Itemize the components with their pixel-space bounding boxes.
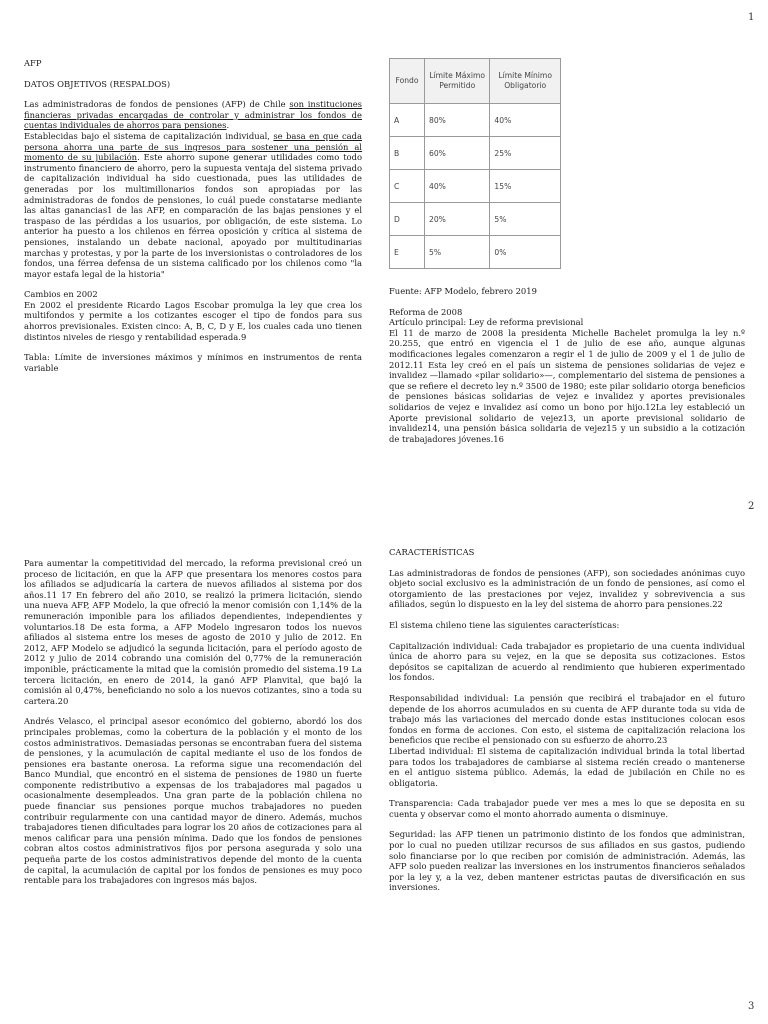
page-number-3: 3 [748, 1001, 755, 1012]
table-row [390, 137, 561, 170]
table-cell-fondo: D [390, 203, 425, 236]
paragraph-seguridad: Seguridad: las AFP tienen un patrimonio distinto de los fondos que administran, por lo cual no pueden utilizar recursos de sus afiliados en sus gastos, pudiendo solo financiarse por lo que reciben por comisión de administración. Además, las AFP solo pueden realizar las inversiones en los instrumentos financieros señalados por la ley y, a la vez, deben mantener estrictas pautas de diversificación en sus inversiones. [389, 829, 745, 893]
limits-table [389, 58, 561, 269]
paragraph-licitacion: Para aumentar la competitividad del mercado, la reforma previsional creó un proceso de licitación, en que la AFP que presentara los menores costos para los afiliados se adjudicaría la cartera de nuevos afiliados al sistema por dos años.11 17 En febrero del año 2010, se realizó la primera licitación, siendo una nueva AFP, AFP Modelo, la que ofreció la menor comisión con 1,14% de la remuneración imponible para los afiliados dependientes, independientes y voluntarios.18 De esta forma, a AFP Modelo ingresaron todos los nuevos afiliados al sistema entre los meses de agosto de 2010 y julio de 2012. En 2012, AFP Modelo se adjudicó la segunda licitación, para el período agosto de 2012 y julio de 2014 cobrando una comisión del 0,77% de la remuneración imponible, prácticamente la mitad que la comisión promedio del sistema.19 La tercera licitación, en enero de 2014, la ganó AFP Planvital, que bajó la comisión al 0,47%, beneficiando no solo a los nuevos cotizantes, sino a toda su cartera.20 [24, 558, 362, 706]
reforma-subheading: Artículo principal: Ley de reforma previsional [389, 317, 584, 328]
paragraph-reforma-2008: El 11 de marzo de 2008 la presidenta Michelle Bachelet promulga la ley n.º 20.255, que entró en vigencia el 1 de julio de ese año, aunque algunas modificaciones legales comenzaron a regir el 1 de julio de 2009 y el 1 de julio de 2012.11 Esta ley creó en el país un sistema de pensiones solidarias de vejez e invalidez —llamado «pilar solidario»—, complementario del sistema de pensiones a que se refiere el decreto ley n.º 3500 de 1980; este pilar solidario otorga beneficios de pensiones básicas solidarias de vejez e invalidez y aportes previsionales solidarios de vejez e invalidez así como un bono por hijo.12La ley estableció un Aporte previsional solidario de vejez13, un aporte previsional solidario de invalidez14, una pensión básica solidaria de vejez15 y un subsidio a la cotización de trabajadores jóvenes.16 [389, 327, 745, 444]
table-row [390, 203, 561, 236]
table-cell-min: 5% [490, 203, 561, 236]
table-header-row [390, 59, 561, 104]
table-cell-max: 80% [425, 104, 490, 137]
header-limite-minimo: Límite Mínimo Obligatorio [490, 59, 561, 104]
page-number-2: 2 [748, 501, 755, 512]
table-row [390, 104, 561, 137]
section-title-datos: DATOS OBJETIVOS (RESPALDOS) [24, 78, 171, 89]
paragraph-velasco: Andrés Velasco, el principal asesor económico del gobierno, abordó los dos principales problemas, como la cobertura de la población y el monto de los costos administrativos. Demasiadas personas se encontraban fuera del sistema de pensiones, y la acumulación de capital mediante el uso de los fondos de pensiones era bastante onerosa. La reforma sigue una recomendación del Banco Mundial, que encontró en el sistema de pensiones de 1980 un fuerte componente redistributivo a expensas de los trabajadores mal pagados u ocasionalmente desempleados. Una gran parte de la población chilena no puede financiar sus pensiones porque muchos trabajadores no pueden contribuir regularmente con una cantidad mayor de dinero. Además, muchos trabajadores tienen dificultades para lograr los 20 años de cotizaciones para al menos calificar para una pensión mínima. Dado que los fondos de pensiones cobran altos costos administrativos fijos por persona asegurada y solo una pequeña parte de los costos administrativos depende del monto de la cuenta de capital, la acumulación de capital por los fondos de pensiones es muy poco rentable para los trabajadores con ingresos más bajos. [24, 716, 362, 886]
paragraph-libertad-individual: Libertad individual: El sistema de capitalización individual brinda la total libertad para todos los trabajadores de cambiarse al sistema recién creado o mantenerse en el antiguo sistema público. Además, la edad de jubilación en Chile no es obligatoria. [389, 745, 745, 788]
doc-title: AFP [24, 58, 42, 68]
paragraph-capitalizacion-individual: Capitalización individual: Cada trabajador es propietario de una cuenta individual única de ahorro para su vejez, en la que se deposita sus cotizaciones. Estos depósitos se capitalizan de acuerdo al rendimiento que hubieren experimentado los fondos. [389, 640, 745, 683]
paragraph-cambios-2002: En 2002 el presidente Ricardo Lagos Escobar promulga la ley que crea los multifondos y permite a los cotizantes escoger el tipo de fondos para sus ahorros previsionales. Existen cinco: A, B, C, D y E, los cuales cada uno tienen distintos niveles de riesgo y rentabilidad esperada.9 [24, 299, 362, 342]
table-cell-min: 25% [490, 137, 561, 170]
table-cell-fondo: C [390, 170, 425, 203]
table-cell-fondo: B [390, 137, 425, 170]
header-limite-maximo: Límite Máximo Permitido [425, 59, 490, 104]
table-cell-fondo: A [390, 104, 425, 137]
heading-caracteristicas: CARACTERÍSTICAS [389, 547, 475, 557]
paragraph-afp-definition: Las administradoras de fondos de pensiones (AFP) de Chile son instituciones financieras privadas encargadas de controlar y administrar los fondos de cuentas individuales de ahorros para pensiones. [24, 99, 362, 131]
page-number-1: 1 [748, 12, 755, 23]
paragraph-capitalizacion: Establecidas bajo el sistema de capitalización individual, se basa en que cada persona ahorra una parte de sus ingresos para sostener una pensión al momento de su jubilación. Este ahorro supone generar utilidades como todo instrumento financiero de ahorro, pero la supuesta ventaja del sistema privado de capitalización individual ha sido cuestionada, pues las utilidades de generadas por los multimillonarios fondos son apropiadas por las administradoras de fondos de pensiones, lo cuál puede constatarse mediante las altas ganancias1 de las AFP, en comparación de las bajas pensiones y el traspaso de las pérdidas a los usuarios, por obligación, de este sistema. Lo anterior ha puesto a los chilenos en férrea oposición y crítica al sistema de pensiones, instalando un debate nacional, apoyado por multitudinarias marchas y protestas, y por la parte de los inversionistas o controladores de los fondos, una férrea defensa de un sistema calificado por los chilenos como "la mayor estafa legal de la historia" [24, 130, 362, 279]
page1-right-column [389, 286, 745, 444]
page2-right-column [389, 547, 745, 893]
page2-left-column [24, 558, 362, 886]
paragraph-list-intro: El sistema chileno tiene las siguientes características: [389, 619, 620, 630]
table-cell-min: 15% [490, 170, 561, 203]
table-cell-fondo: E [390, 236, 425, 269]
table-cell-min: 40% [490, 104, 561, 137]
table-cell-max: 60% [425, 137, 490, 170]
table-cell-min: 0% [490, 236, 561, 269]
table-cell-max: 5% [425, 236, 490, 269]
table-caption: Tabla: Límite de inversiones máximos y mínimos en instrumentos de renta variable [24, 352, 362, 373]
table-cell-max: 20% [425, 203, 490, 236]
paragraph-caracteristicas-intro: Las administradoras de fondos de pensiones (AFP), son sociedades anónimas cuyo objeto social exclusivo es la administración de un fondo de pensiones, así como el otorgamiento de las prestaciones por vejez, invalidez y sobrevivencia a sus afiliados, según lo dispuesto en la ley del sistema de ahorro para pensiones.22 [389, 567, 745, 610]
paragraph-responsabilidad-individual: Responsabilidad individual: La pensión que recibirá el trabajador en el futuro depende de los ahorros acumulados en su cuenta de AFP durante toda su vida de trabajo más las variaciones del mercado donde estas instituciones colocan esos fondos en forma de acciones. Con esto, el sistema de capitalización relaciona los beneficios que recibe el pensionado con su esfuerzo de ahorro.23 [389, 692, 745, 746]
table-row [390, 170, 561, 203]
paragraph-transparencia: Transparencia: Cada trabajador puede ver mes a mes lo que se deposita en su cuenta y observar como el monto ahorrado aumenta o disminuye. [389, 798, 745, 819]
table-row [390, 236, 561, 269]
table-source: Fuente: AFP Modelo, febrero 2019 [389, 286, 537, 296]
page1-left-column [24, 58, 362, 373]
table-cell-max: 40% [425, 170, 490, 203]
header-fondo: Fondo [390, 59, 425, 104]
heading-cambios-2002: Cambios en 2002 [24, 289, 98, 300]
heading-reforma-2008: Reforma de 2008 [389, 306, 463, 317]
